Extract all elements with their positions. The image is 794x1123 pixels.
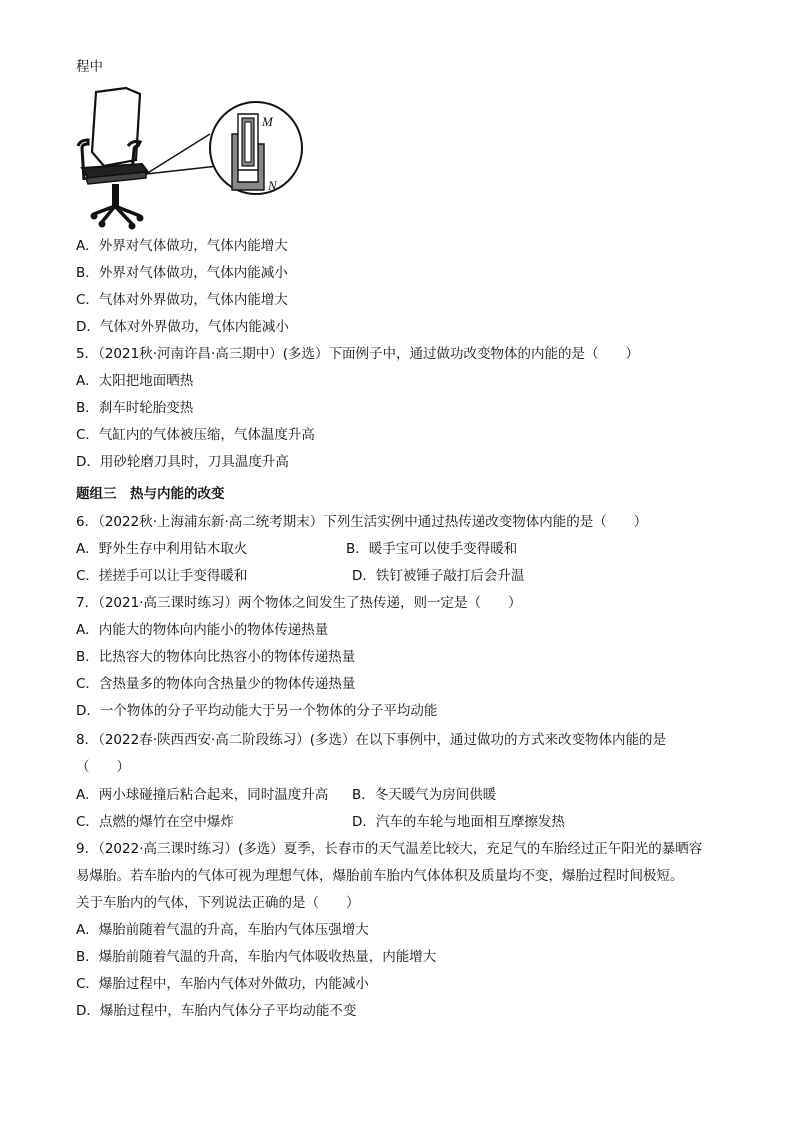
section-title: 题组三 热与内能的改变: [76, 486, 225, 502]
label-m: M: [262, 114, 273, 129]
q7-option-c: C．含热量多的物体向含热量少的物体传递热量: [76, 676, 356, 692]
q5-option-c: C．气缸内的气体被压缩，气体温度升高: [76, 427, 315, 443]
q9-option-d: D．爆胎过程中，车胎内气体分子平均动能不变: [76, 1003, 357, 1019]
q8-stem-line1: 8．（2022春·陕西西安·高二阶段练习）(多选）在以下事例中，通过做功的方式来改变物体内能的是: [76, 732, 667, 748]
q8-option-d: D．汽车的车轮与地面相互摩擦发热: [352, 814, 565, 830]
q9-stem-line3: 关于车胎内的气体，下列说法正确的是（ ）: [76, 895, 360, 911]
chair-gas-spring-diagram: [74, 82, 277, 232]
q5-option-b: B．刹车时轮胎变热: [76, 400, 194, 416]
q8-stem-line2: （ ）: [76, 759, 130, 775]
q4-option-b: B．外界对气体做功，气体内能减小: [76, 265, 288, 281]
q9-stem-line2: 易爆胎。若车胎内的气体可视为理想气体，爆胎前车胎内气体体积及质量均不变，爆胎过程时间极短。: [76, 868, 684, 884]
q9-stem-line1: 9．（2022·高三课时练习）(多选）夏季，长春市的天气温差比较大，充足气的车胎经过正午阳光的暴晒容: [76, 841, 703, 857]
q8-option-b: B．冬天暖气为房间供暖: [352, 787, 497, 803]
q9-option-b: B．爆胎前随着气温的升高，车胎内气体吸收热量，内能增大: [76, 949, 437, 965]
question-stem-tail: 程中: [76, 59, 103, 75]
q9-option-c: C．爆胎过程中，车胎内气体对外做功，内能减小: [76, 976, 369, 992]
q6-option-d: D．铁钉被锤子敲打后会升温: [352, 568, 525, 584]
q7-option-a: A．内能大的物体向内能小的物体传递热量: [76, 622, 329, 638]
q5-option-d: D．用砂轮磨刀具时，刀具温度升高: [76, 454, 289, 470]
q6-option-c: C．搓搓手可以让手变得暖和: [76, 568, 248, 584]
q9-option-a: A．爆胎前随着气温的升高，车胎内气体压强增大: [76, 922, 369, 938]
q8-option-a: A．两小球碰撞后粘合起来，同时温度升高: [76, 787, 329, 803]
office-chair-figure: [74, 82, 277, 236]
q6-option-a: A．野外生存中利用钻木取火: [76, 541, 248, 557]
label-n: N: [268, 178, 277, 193]
q6-option-b: B．暖手宝可以使手变得暖和: [346, 541, 518, 557]
q7-option-d: D．一个物体的分子平均动能大于另一个物体的分子平均动能: [76, 703, 438, 719]
q7-option-b: B．比热容大的物体向比热容小的物体传递热量: [76, 649, 356, 665]
q6-stem: 6．（2022秋·上海浦东新·高二统考期末）下列生活实例中通过热传递改变物体内能的是（ ）: [76, 514, 648, 530]
q8-option-c: C．点燃的爆竹在空中爆炸: [76, 814, 234, 830]
q4-option-a: A．外界对气体做功，气体内能增大: [76, 238, 288, 254]
q4-option-d: D．气体对外界做功，气体内能减小: [76, 319, 289, 335]
q7-stem: 7．（2021·高三课时练习）两个物体之间发生了热传递，则一定是（ ）: [76, 595, 522, 611]
q5-option-a: A．太阳把地面晒热: [76, 373, 194, 389]
q5-stem: 5．（2021秋·河南许昌·高三期中）(多选）下面例子中，通过做功改变物体的内能的是（ ）: [76, 346, 640, 362]
q4-option-c: C．气体对外界做功，气体内能增大: [76, 292, 288, 308]
